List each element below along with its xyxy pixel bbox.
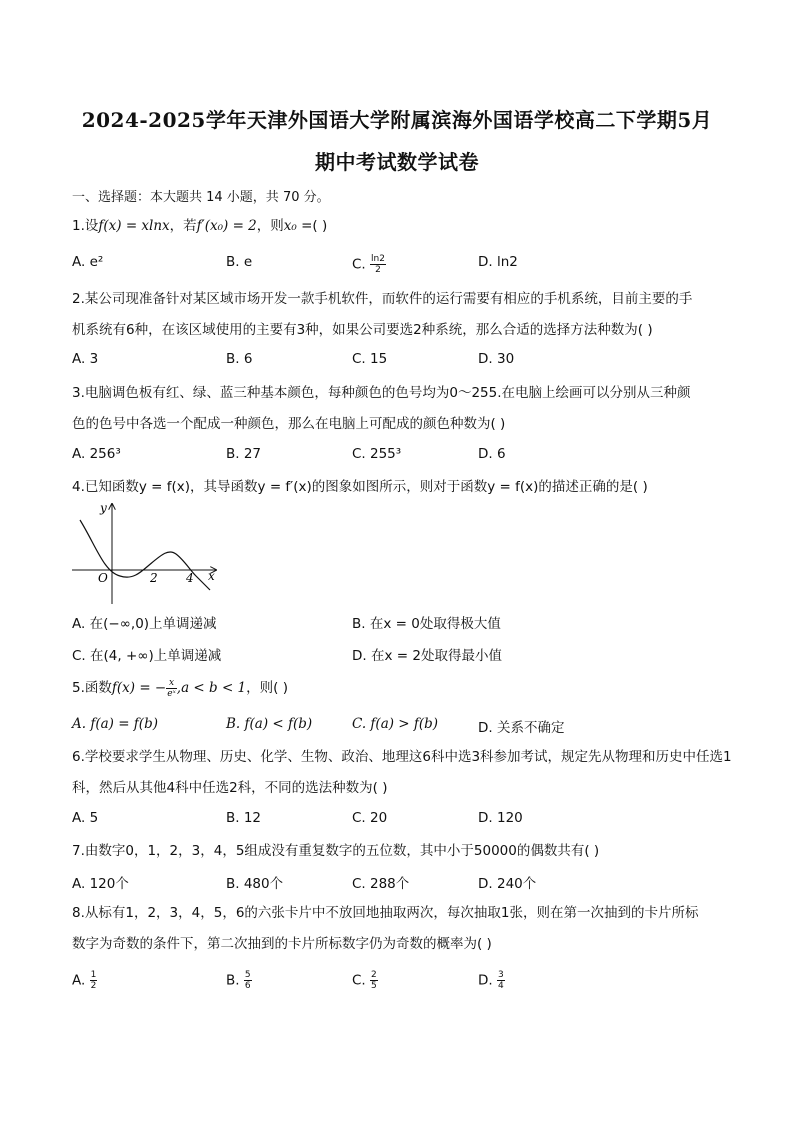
option-d: D. 在x = 2处取得最小值	[352, 648, 502, 664]
section-heading: 一、选择题：本大题共 14 小题，共 70 分。	[72, 190, 330, 205]
option-d: D. 240个	[478, 876, 537, 892]
option-a: A. 256³	[72, 446, 121, 462]
option-b: B. 480个	[226, 876, 284, 892]
option-b: B. f(a) < f(b)	[226, 716, 313, 732]
question-2-options	[72, 351, 732, 373]
question-7-options	[72, 872, 732, 894]
graph-tick-2: 2	[150, 571, 158, 585]
option-d: D. 30	[478, 351, 515, 367]
question-1-stem: 1.设f(x) = xlnx，若f′(x₀) = 2，则x₀ =( )	[72, 218, 328, 234]
exam-title-line2: 期中考试数学试卷	[315, 150, 479, 174]
option-c: C. 20	[352, 810, 388, 826]
question-3-stem: 3.电脑调色板有红、绿、蓝三种基本颜色，每种颜色的色号均为0～255.在电脑上绘画可以分别从三种颜 色的色号中各选一个配成一种颜色，那么在电脑上可配成的颜色种数为( )	[72, 385, 691, 432]
question-7-stem: 7.由数字0，1，2，3，4，5组成没有重复数字的五位数，其中小于50000的偶数共有( )	[72, 843, 600, 859]
question-5-stem: 5.函数f(x) = − $\frac{x}{\text{eˣ}}$ ,a < b < 1，则( )	[72, 677, 288, 699]
question-2-stem: 2.某公司现准备针对某区域市场开发一款手机软件，而软件的运行需要有相应的手机系统，目前主要的手 机系统有6种，在该区域使用的主要有3种，如果公司要选2种系统，那么合适的选择方法种数为( )	[72, 291, 693, 338]
question-8-stem: 8.从标有1，2，3，4，5，6的六张卡片中不放回地抽取两次，每次抽取1张，则在第一次抽到的卡片所标 数字为奇数的条件下，第二次抽到的卡片所标数字仍为奇数的概率为( )	[72, 905, 699, 952]
option-a: A. $\frac{1}{2}$	[72, 970, 97, 991]
question-6-stem: 6.学校要求学生从物理、历史、化学、生物、政治、地理这6科中选3科参加考试，规定先从物理和历史中任选1 科，然后从其他4科中任选2科，不同的选法种数为( )	[72, 749, 732, 796]
option-c: C. $\frac{2}{5}$	[352, 970, 377, 991]
question-4-stem: 4.已知函数y = f(x)，其导函数y = f′(x)的图象如图所示，则对于函数y = f(x)的描述正确的是( )	[72, 479, 648, 495]
exam-title-line1: 2024-2025学年天津外国语大学附属滨海外国语学校高二下学期5月	[81, 108, 713, 132]
option-b: B. 6	[226, 351, 253, 367]
option-a: A. 3	[72, 351, 99, 367]
graph-x-label: x	[208, 569, 215, 583]
option-a: A. 5	[72, 810, 99, 826]
question-4-options-row1	[72, 612, 732, 634]
option-a: A. 在(−∞,0)上单调递减	[72, 616, 217, 632]
option-d: D. 120	[478, 810, 523, 826]
option-c: C. 在(4, +∞)上单调递减	[72, 648, 222, 664]
option-b: B. 在x = 0处取得极大值	[352, 616, 501, 632]
option-c: C. f(a) > f(b)	[352, 716, 439, 732]
option-a: A. e²	[72, 254, 104, 270]
option-c: C. $\frac{\ln 2}{2}$	[352, 254, 385, 275]
question-3-options	[72, 446, 732, 468]
option-b: B. $\frac{5}{6}$	[226, 970, 251, 991]
derivative-graph	[70, 498, 230, 606]
option-b: B. e	[226, 254, 253, 270]
option-b: B. 27	[226, 446, 262, 462]
option-c: C. 15	[352, 351, 388, 367]
graph-origin-label: O	[98, 571, 108, 585]
option-d: D. ln2	[478, 254, 518, 270]
option-d: D. 6	[478, 446, 506, 462]
option-a: A. 120个	[72, 876, 129, 892]
question-8-options	[72, 970, 732, 992]
graph-y-label: y	[100, 501, 107, 515]
option-d: D. 关系不确定	[478, 720, 565, 736]
option-d: D. $\frac{3}{4}$	[478, 970, 504, 991]
option-c: C. 288个	[352, 876, 410, 892]
question-1-options	[72, 254, 732, 276]
option-c: C. 255³	[352, 446, 402, 462]
question-6-options	[72, 810, 732, 832]
option-b: B. 12	[226, 810, 262, 826]
question-4-options-row2	[72, 644, 732, 666]
option-a: A. f(a) = f(b)	[72, 716, 158, 732]
question-5-options	[72, 716, 732, 738]
graph-tick-4: 4	[186, 571, 194, 585]
